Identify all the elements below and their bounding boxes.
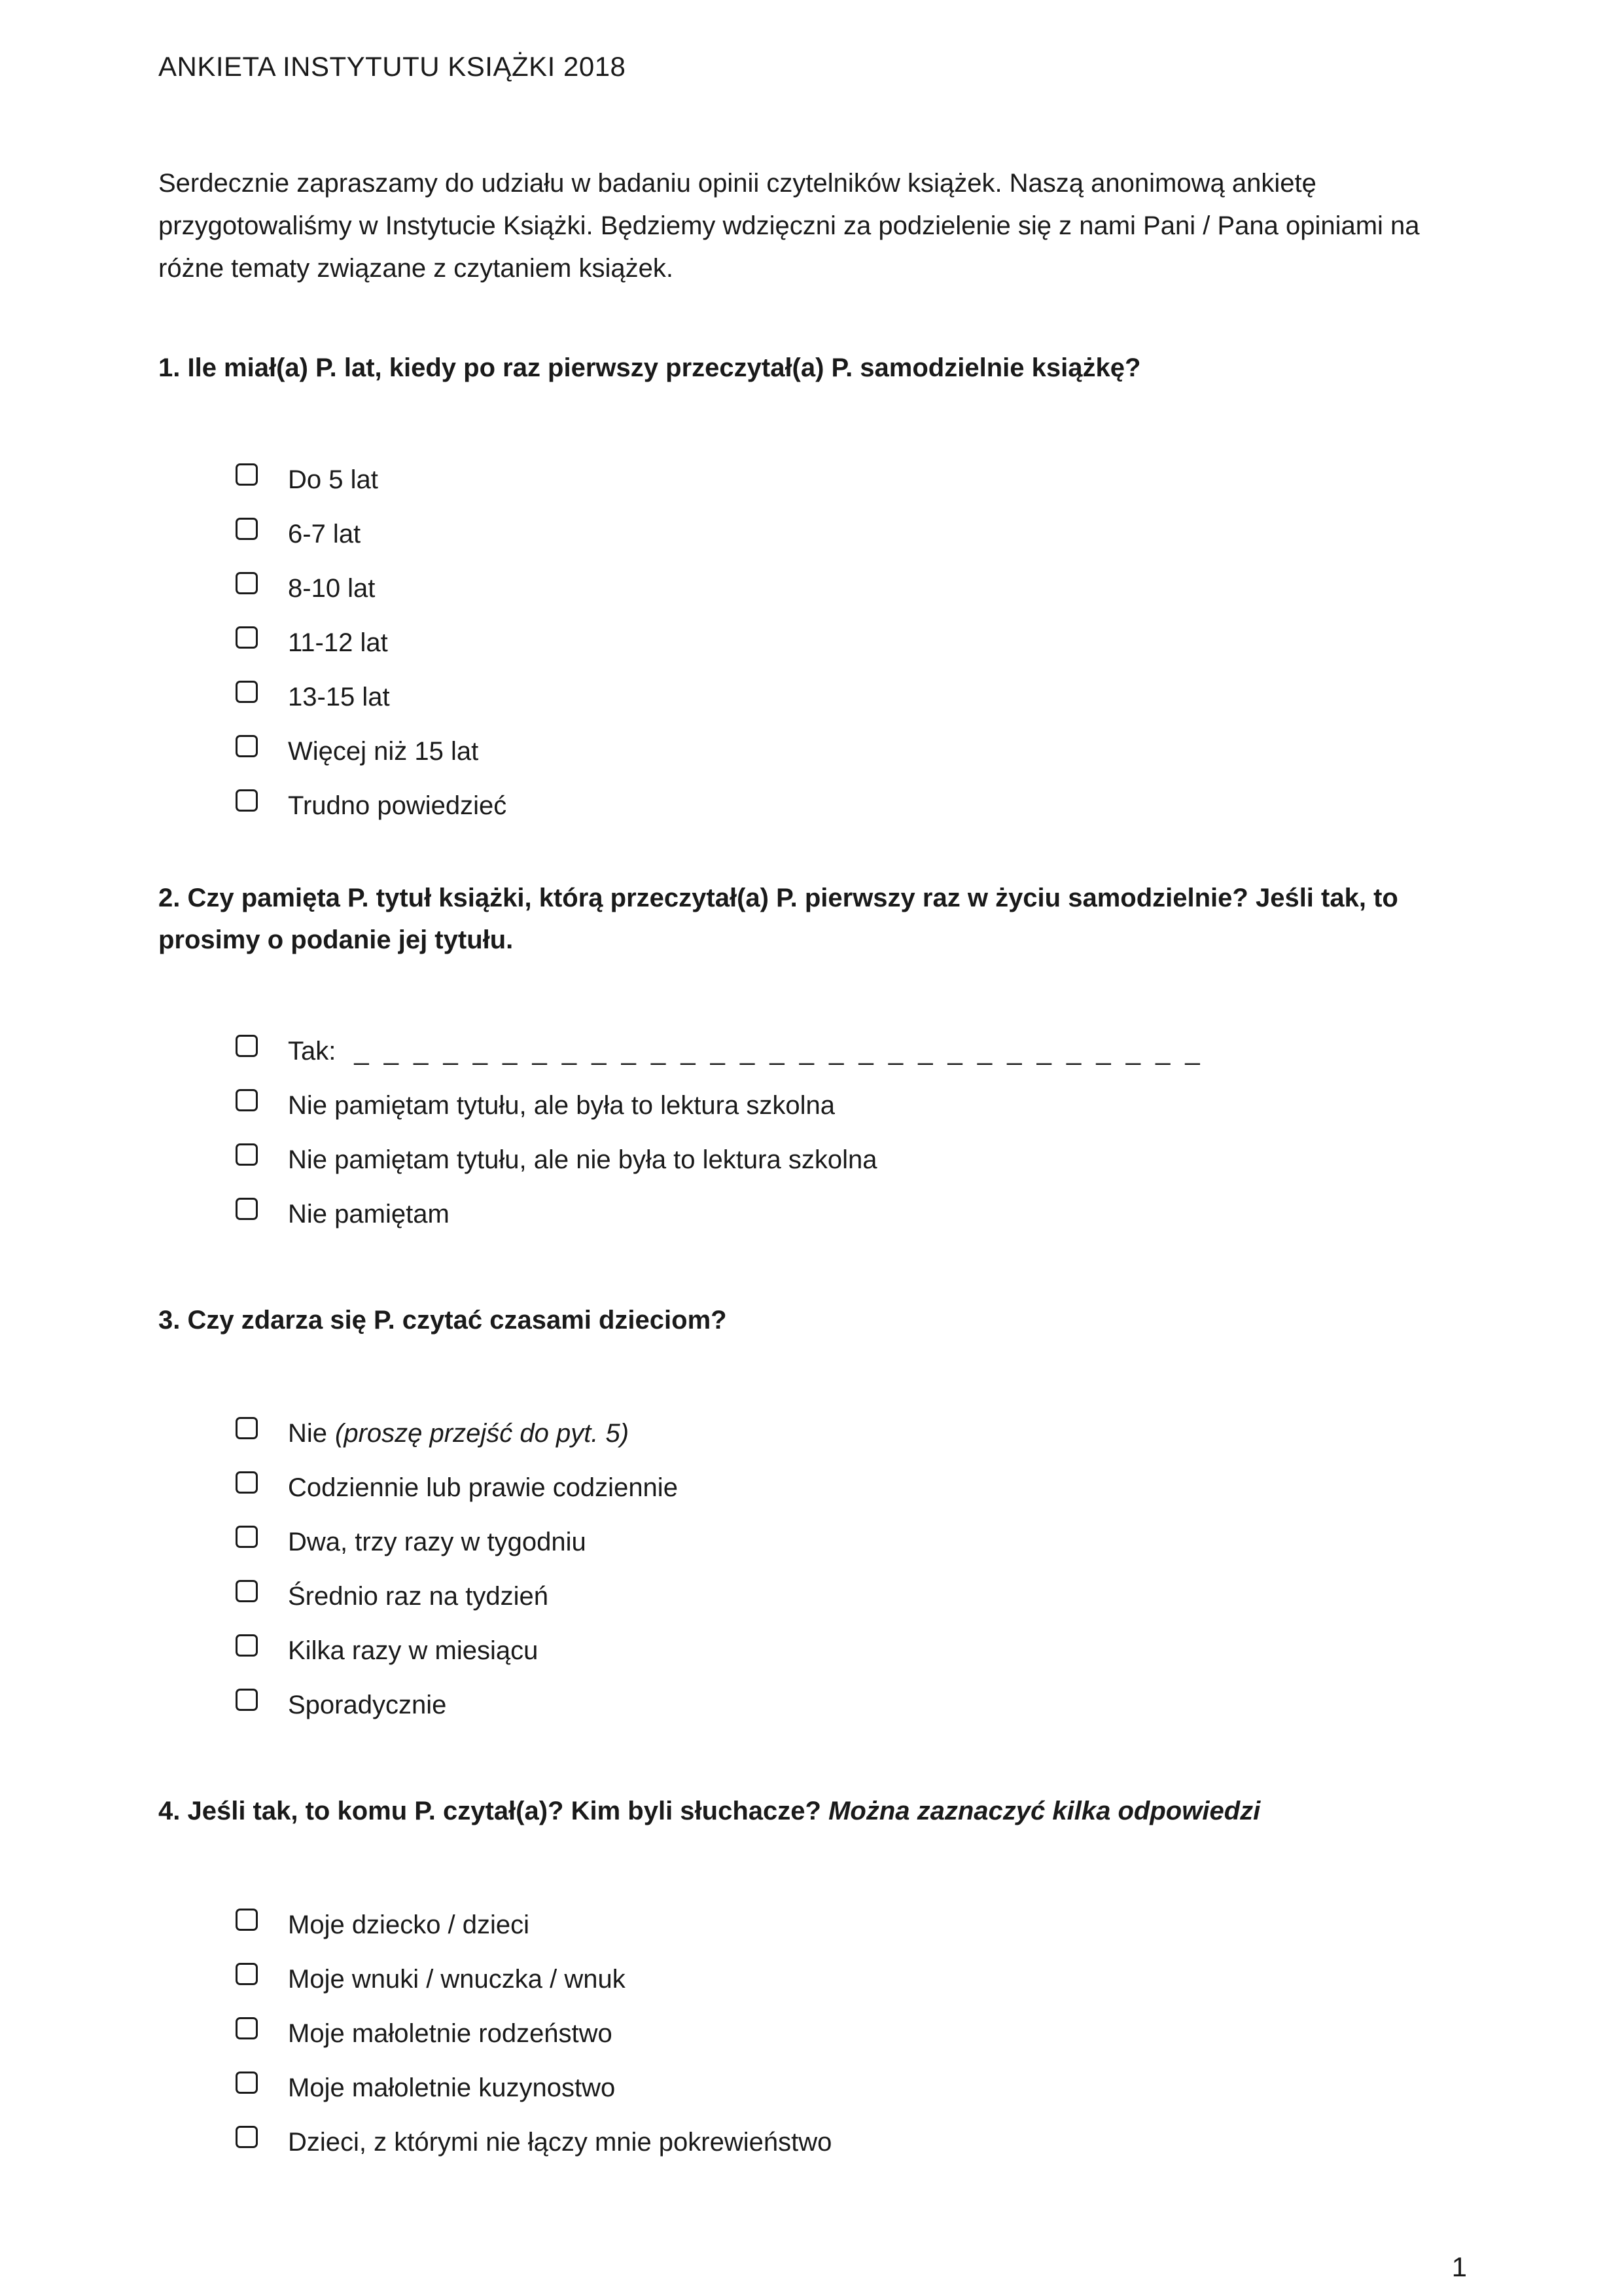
skip-instruction: (proszę przejść do pyt. 5) — [335, 1418, 629, 1448]
option-label: Sporadycznie — [288, 1690, 447, 1719]
option-q2-4[interactable] — [236, 1194, 450, 1234]
option-q4-1[interactable] — [236, 1905, 529, 1945]
option-q3-2[interactable] — [236, 1468, 678, 1507]
checkbox-icon[interactable] — [236, 2072, 258, 2094]
page-number: 1 — [1451, 2251, 1467, 2282]
option-q1-3[interactable] — [236, 569, 375, 608]
question-3: 3. Czy zdarza się P. czytać czasami dzieciom? — [158, 1306, 727, 1335]
option-label: 8-10 lat — [288, 573, 376, 603]
option-q4-4[interactable] — [236, 2068, 615, 2108]
option-label: 11-12 lat — [288, 628, 388, 657]
option-label: Moje wnuki / wnuczka / wnuk — [288, 1964, 626, 1994]
question-2: 2. Czy pamięta P. tytuł książki, którą przeczytał(a) P. pierwszy raz w życiu samodzielnie? Jeśli tak, to prosimy o podanie jej tytułu. — [158, 884, 1398, 954]
option-q1-5[interactable] — [236, 677, 390, 717]
question-4-text: 4. Jeśli tak, to komu P. czytał(a)? Kim byli słuchacze? — [158, 1797, 821, 1825]
option-label: Nie pamiętam — [288, 1199, 450, 1229]
question-1: 1. Ile miał(a) P. lat, kiedy po raz pierwszy przeczytał(a) P. samodzielnie książkę? — [158, 353, 1141, 382]
option-label: Nie — [288, 1418, 328, 1448]
option-q3-3[interactable] — [236, 1522, 586, 1562]
option-label: Nie pamiętam tytułu, ale nie była to lektura szkolna — [288, 1145, 877, 1174]
checkbox-icon[interactable] — [236, 1526, 258, 1548]
option-q1-4[interactable] — [236, 623, 388, 662]
option-label: Średnio raz na tydzień — [288, 1581, 549, 1611]
checkbox-icon[interactable] — [236, 1580, 258, 1602]
checkbox-icon[interactable] — [236, 1471, 258, 1494]
checkbox-icon[interactable] — [236, 1634, 258, 1657]
checkbox-icon[interactable] — [236, 1089, 258, 1111]
option-q3-4[interactable] — [236, 1577, 548, 1616]
option-label: Kilka razy w miesiącu — [288, 1636, 538, 1665]
checkbox-icon[interactable] — [236, 1143, 258, 1166]
option-q1-2[interactable] — [236, 514, 361, 554]
question-4 — [158, 1790, 1467, 1832]
option-label: Tak: — [288, 1036, 336, 1066]
option-label: Codziennie lub prawie codziennie — [288, 1473, 678, 1502]
option-label: Moje małoletnie rodzeństwo — [288, 2018, 612, 2048]
checkbox-icon[interactable] — [236, 626, 258, 649]
checkbox-icon[interactable] — [236, 1689, 258, 1711]
option-label: 13-15 lat — [288, 682, 390, 711]
option-q1-7[interactable] — [236, 786, 506, 825]
option-label: Do 5 lat — [288, 465, 378, 494]
checkbox-icon[interactable] — [236, 1909, 258, 1931]
option-label: Dzieci, z którymi nie łączy mnie pokrewieństwo — [288, 2127, 832, 2157]
option-label: Dwa, trzy razy w tygodniu — [288, 1527, 586, 1556]
option-label: 6-7 lat — [288, 519, 361, 548]
checkbox-icon[interactable] — [236, 789, 258, 812]
option-q3-6[interactable] — [236, 1685, 446, 1725]
option-q2-2[interactable] — [236, 1086, 835, 1125]
checkbox-icon[interactable] — [236, 1198, 258, 1220]
checkbox-icon[interactable] — [236, 1417, 258, 1439]
checkbox-icon[interactable] — [236, 572, 258, 594]
checkbox-icon[interactable] — [236, 681, 258, 703]
question-4-note: Można zaznaczyć kilka odpowiedzi — [828, 1797, 1261, 1825]
page-title: ANKIETA INSTYTUTU KSIĄŻKI 2018 — [158, 51, 626, 82]
checkbox-icon[interactable] — [236, 735, 258, 757]
option-q4-2[interactable] — [236, 1960, 626, 1999]
option-label: Więcej niż 15 lat — [288, 736, 479, 766]
checkbox-icon[interactable] — [236, 463, 258, 486]
checkbox-icon[interactable] — [236, 1035, 258, 1057]
option-q3-5[interactable] — [236, 1631, 538, 1670]
option-q3-1[interactable] — [236, 1414, 629, 1453]
checkbox-icon[interactable] — [236, 1963, 258, 1985]
option-label: Moje małoletnie kuzynostwo — [288, 2073, 616, 2102]
option-q2-1[interactable] — [236, 1031, 1204, 1071]
checkbox-icon[interactable] — [236, 2126, 258, 2148]
option-q1-6[interactable] — [236, 732, 478, 771]
option-q2-3[interactable] — [236, 1140, 877, 1179]
checkbox-icon[interactable] — [236, 2017, 258, 2039]
option-label: Nie pamiętam tytułu, ale była to lektura szkolna — [288, 1090, 835, 1120]
checkbox-icon[interactable] — [236, 518, 258, 540]
option-q1-1[interactable] — [236, 460, 378, 499]
intro-paragraph: Serdecznie zapraszamy do udziału w badaniu opinii czytelników książek. Naszą anonimową ankietę przygotowaliśmy w Instytucie Książki. Będziemy wdzięczni za podzielenie się z nami Pani / Pana opiniami na różne tematy związane z czytaniem książek. — [158, 169, 1420, 283]
option-label: Moje dziecko / dzieci — [288, 1910, 530, 1939]
option-q4-3[interactable] — [236, 2014, 612, 2053]
title-fill-line[interactable]: _ _ _ _ _ _ _ _ _ _ _ _ _ _ _ _ _ _ _ _ _ _ _ _ _ _ _ _ _ — [354, 1036, 1204, 1066]
option-q4-5[interactable] — [236, 2123, 832, 2162]
option-label: Trudno powiedzieć — [288, 791, 507, 820]
